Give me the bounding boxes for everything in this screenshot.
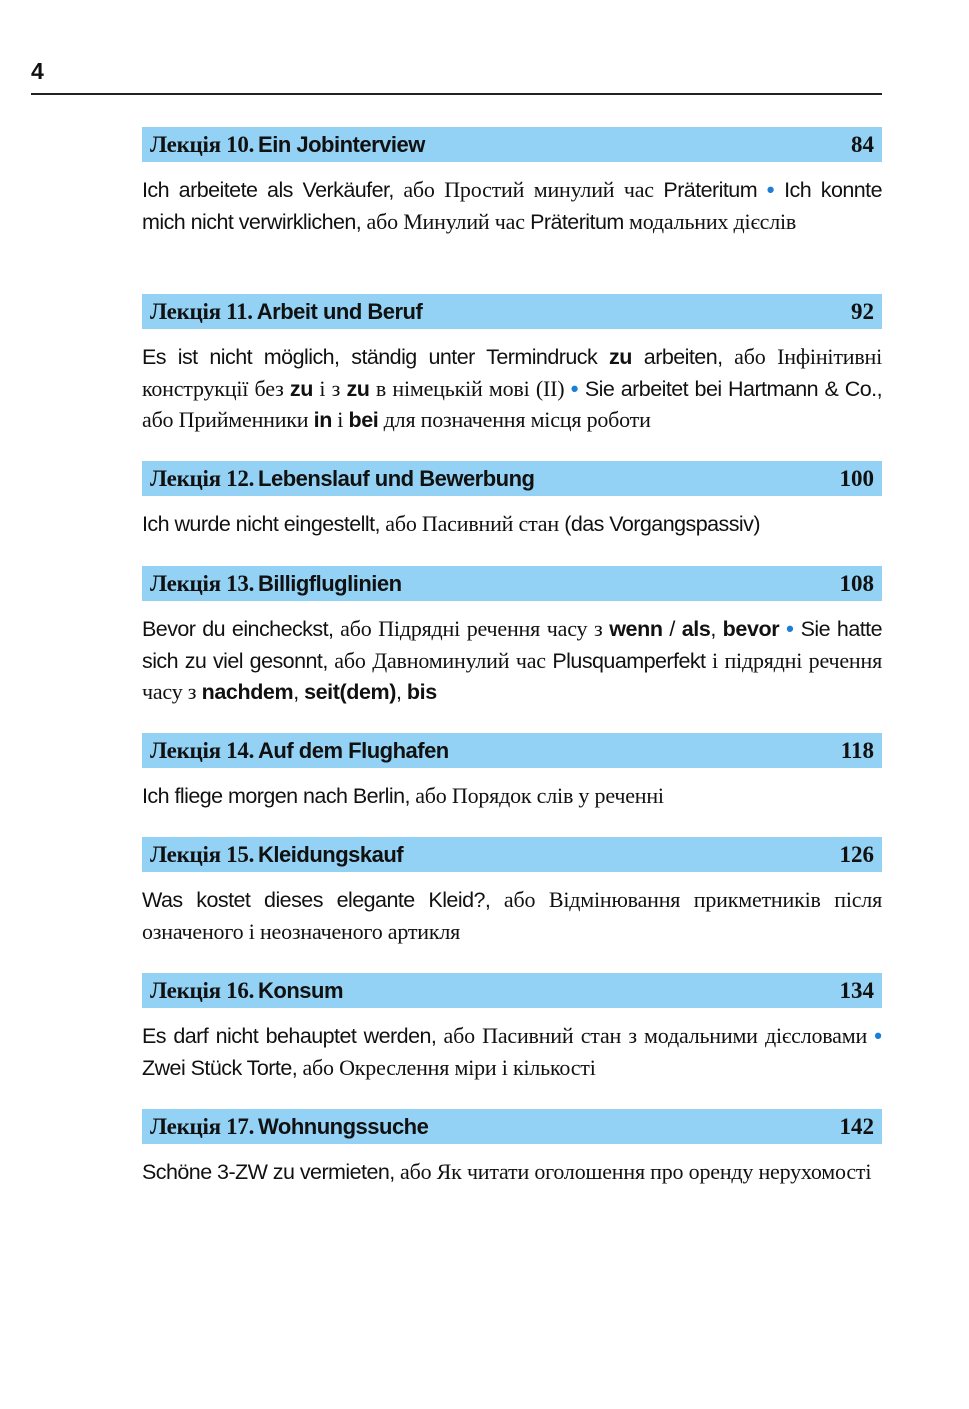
lesson-label: Лекція 11. xyxy=(150,298,253,324)
text-segment: або Пасивний стан з модальними дієсловами xyxy=(436,1023,875,1048)
bullet-icon: • xyxy=(786,616,794,641)
text-segment: Sie hatte sich zu viel gesonnt, xyxy=(142,617,882,673)
text-segment: для позначення місця роботи xyxy=(378,407,651,432)
text-segment: , xyxy=(396,680,407,704)
text-segment: (das Vorgangspassiv) xyxy=(564,512,760,536)
text-segment: Ich fliege morgen nach Berlin, xyxy=(142,784,410,808)
text-segment: , xyxy=(710,617,723,641)
lesson-header xyxy=(142,294,882,329)
lesson-heading xyxy=(150,466,535,492)
lesson-page-number: 108 xyxy=(839,570,874,596)
page-number: 4 xyxy=(31,58,44,84)
text-segment: або Давноминулий час xyxy=(327,647,553,673)
text-segment: або Прийменники xyxy=(142,407,314,432)
text-segment: або Інфінітивні конструкції без xyxy=(142,344,882,401)
text-segment: / xyxy=(662,617,682,641)
toc-entry xyxy=(142,973,882,1086)
lesson-description xyxy=(142,783,882,815)
lesson-title: Kleidungskauf xyxy=(258,841,404,867)
text-segment: або Відмінювання прикметників після означеного і неозначеного артикля xyxy=(142,887,883,944)
lesson-page-number: 100 xyxy=(839,465,874,491)
text-segment: wenn xyxy=(609,617,663,641)
lesson-header xyxy=(142,837,882,872)
text-segment: Es darf nicht behauptet werden, xyxy=(142,1024,437,1048)
text-segment: Präteritum xyxy=(530,209,624,234)
text-segment: in xyxy=(313,408,332,432)
text-segment: Präteritum xyxy=(663,178,767,202)
lesson-header xyxy=(142,566,882,601)
lesson-label: Лекція 12. xyxy=(150,465,255,491)
lesson-page-number: 84 xyxy=(851,131,874,157)
text-segment: Ich konnte mich nicht verwirklichen, xyxy=(142,178,882,234)
bullet-icon: • xyxy=(874,1023,882,1048)
toc-entry xyxy=(142,294,882,439)
text-segment: і з xyxy=(313,375,347,401)
text-segment: або Минулий час xyxy=(361,208,531,234)
lesson-page-number: 126 xyxy=(839,841,874,867)
text-segment: als xyxy=(681,617,711,641)
text-segment: або Підрядні речення часу з xyxy=(333,616,610,641)
text-segment: або Пасивний стан xyxy=(379,511,565,536)
bullet-icon: • xyxy=(570,375,579,401)
lesson-heading xyxy=(150,978,343,1004)
toc-entry xyxy=(142,837,882,950)
lesson-title: Billigfluglinien xyxy=(258,570,402,596)
lesson-page-number: 134 xyxy=(839,977,874,1003)
text-segment: Ich arbeitete als Verkäufer, xyxy=(142,178,394,202)
text-segment: Bevor du eincheckst, xyxy=(142,617,334,641)
lesson-label: Лекція 13. xyxy=(150,570,255,596)
text-segment: zu xyxy=(289,376,313,401)
text-segment: Was kostet dieses elegante Kleid?, xyxy=(142,888,491,912)
lesson-title: Auf dem Flughafen xyxy=(258,737,449,763)
lesson-description xyxy=(142,887,882,950)
lesson-title: Wohnungssuche xyxy=(258,1113,429,1139)
lesson-title: Konsum xyxy=(258,977,344,1003)
lesson-description xyxy=(142,1159,882,1191)
lesson-heading xyxy=(150,842,403,868)
lesson-header xyxy=(142,733,882,768)
text-segment: Plusquamperfekt xyxy=(552,648,706,673)
lesson-label: Лекція 10. xyxy=(150,131,255,157)
toc-entry xyxy=(142,127,882,240)
text-segment: Ich wurde nicht eingestellt, xyxy=(142,512,380,536)
lesson-heading xyxy=(150,738,449,764)
lesson-header xyxy=(142,127,882,162)
text-segment: або Порядок слів у реченні xyxy=(409,783,664,808)
lesson-header xyxy=(142,973,882,1008)
lesson-description xyxy=(142,1023,882,1086)
lesson-description xyxy=(142,511,882,543)
lesson-page-number: 118 xyxy=(840,737,874,763)
text-segment: або Окреслення міри і кількості xyxy=(297,1054,596,1080)
text-segment: модальних дієслів xyxy=(623,208,797,234)
text-segment: і xyxy=(331,407,349,432)
text-segment: в німецькій мові (ІІ) xyxy=(369,375,571,401)
lesson-heading xyxy=(150,571,402,597)
text-segment: bei xyxy=(348,408,379,432)
text-segment: zu xyxy=(608,345,633,369)
text-segment: і підрядні речення часу з xyxy=(142,647,882,704)
lesson-title: Arbeit und Beruf xyxy=(256,298,423,324)
text-segment: Sie arbeitet bei Hartmann & Co., xyxy=(578,376,883,401)
lesson-heading xyxy=(150,132,425,158)
lesson-page-number: 92 xyxy=(851,298,874,324)
lesson-label: Лекція 16. xyxy=(150,977,255,1003)
toc-entry xyxy=(142,733,882,815)
text-segment: або Як читати оголошення про оренду нерухомості xyxy=(394,1159,872,1184)
lesson-title: Lebenslauf und Bewerbung xyxy=(258,465,535,491)
text-segment: Zwei Stück Torte, xyxy=(142,1055,298,1080)
toc-entry xyxy=(142,461,882,543)
lesson-description xyxy=(142,616,882,711)
lesson-description xyxy=(142,177,882,240)
bullet-icon: • xyxy=(766,177,775,202)
text-segment: , xyxy=(293,680,305,704)
toc-entry xyxy=(142,566,882,711)
lesson-header xyxy=(142,461,882,496)
text-segment: bis xyxy=(406,680,437,704)
lesson-label: Лекція 14. xyxy=(150,737,255,763)
lesson-title: Ein Jobinterview xyxy=(258,131,425,157)
text-segment: bevor xyxy=(722,617,780,641)
lesson-label: Лекція 17. xyxy=(150,1113,255,1139)
text-segment: або Простий минулий час xyxy=(393,177,664,202)
lesson-label: Лекція 15. xyxy=(150,841,255,867)
lesson-heading xyxy=(150,299,422,325)
lesson-page-number: 142 xyxy=(839,1113,874,1139)
text-segment: seit(dem) xyxy=(304,680,397,704)
text-segment: Schöne 3-ZW zu vermieten, xyxy=(142,1160,395,1184)
text-segment: zu xyxy=(346,376,370,401)
toc-entry xyxy=(142,1109,882,1191)
lesson-header xyxy=(142,1109,882,1144)
lesson-description xyxy=(142,344,882,439)
text-segment: nachdem xyxy=(201,680,294,704)
header-rule xyxy=(31,93,882,95)
lesson-heading xyxy=(150,1114,428,1140)
text-segment: arbeiten, xyxy=(632,345,723,369)
text-segment: Es ist nicht möglich, ständig unter Termindruck xyxy=(142,345,609,369)
